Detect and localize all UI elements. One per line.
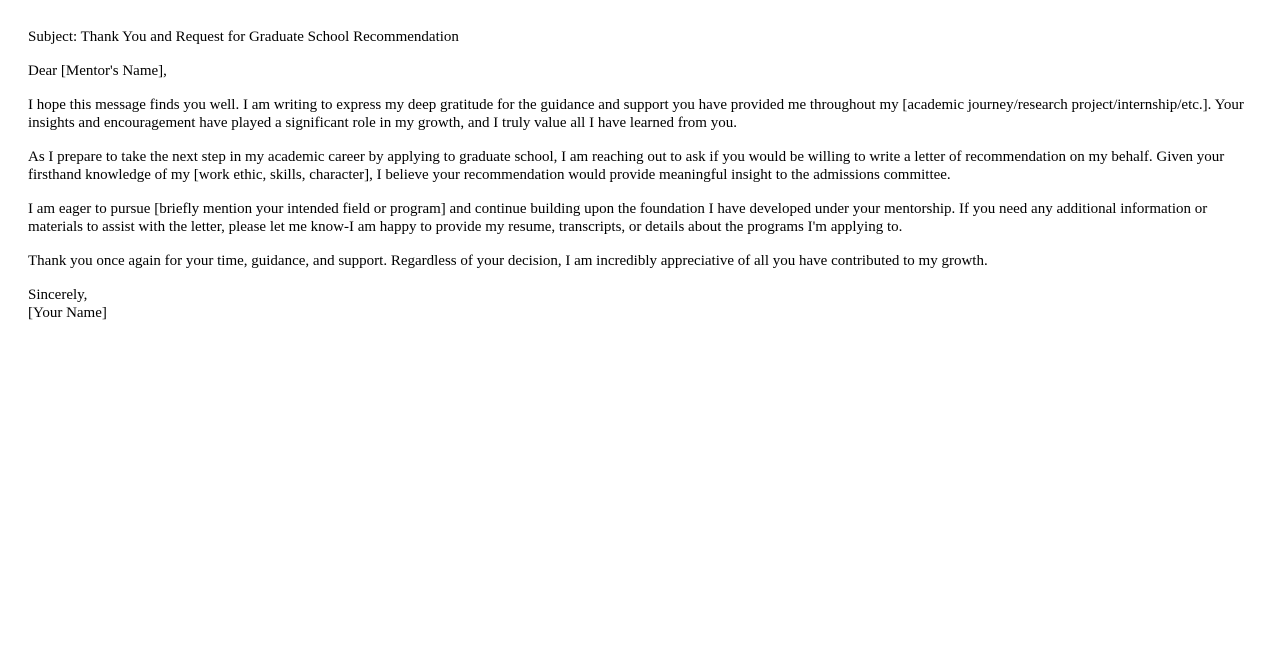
email-paragraph-request: As I prepare to take the next step in my academic career by applying to graduate school, I am reaching out to ask if you would be willing to write a letter of recommendation on my behalf. Given your firsthand knowledge of my [work ethic, skills, character], I believe your recommendation would provide meaningful insight to the admissions committee. — [28, 149, 1225, 183]
email-document — [28, 28, 1253, 338]
email-paragraph-thanks: Thank you once again for your time, guidance, and support. Regardless of your decision, I am incredibly appreciative of all you have contributed to my growth. — [28, 253, 988, 269]
email-closing: Sincerely, — [28, 287, 88, 303]
email-subject: Subject: Thank You and Request for Graduate School Recommendation — [28, 29, 459, 45]
email-signoff — [28, 286, 1253, 322]
email-paragraph-gratitude: I hope this message finds you well. I am writing to express my deep gratitude for the guidance and support you have provided me throughout my [academic journey/research project/internship/etc.]. Your insights and encouragement have played a significant role in my growth, and I truly value all I have learned from you. — [28, 97, 1244, 131]
email-signature: [Your Name] — [28, 305, 107, 321]
email-paragraph-goals: I am eager to pursue [briefly mention your intended field or program] and continue building upon the foundation I have developed under your mentorship. If you need any additional information or materials to assist with the letter, please let me know-I am happy to provide my resume, transcripts, or details about the programs I'm applying to. — [28, 201, 1208, 235]
email-greeting: Dear [Mentor's Name], — [28, 63, 167, 79]
